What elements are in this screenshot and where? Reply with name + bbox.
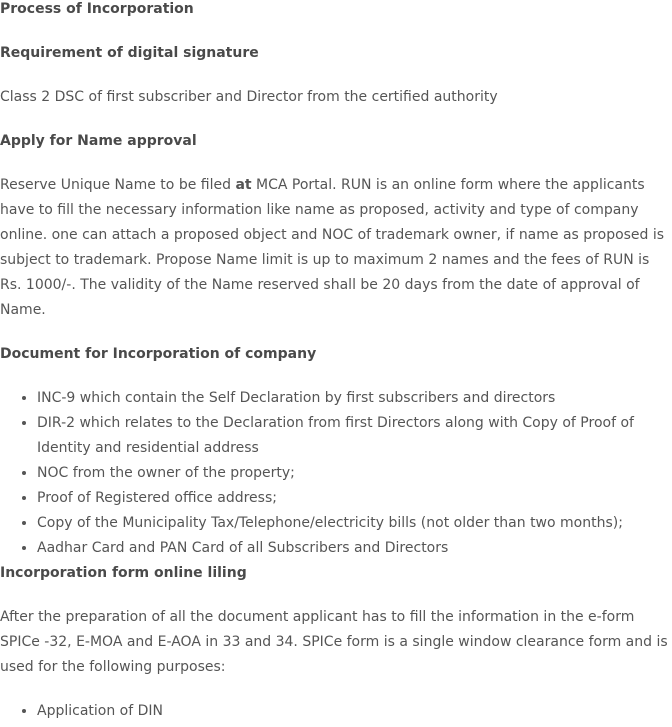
paragraph-bold-text: at bbox=[235, 177, 252, 193]
section-heading-digital-signature: Requirement of digital signature bbox=[0, 45, 259, 61]
list-item: • INC-9 which contain the Self Declaration by first subscribers and directors bbox=[37, 386, 672, 411]
page-title: Process of Incorporation bbox=[0, 1, 194, 17]
list-item: • Copy of the Municipality Tax/Telephone/electricity bills (not older than two months); bbox=[37, 511, 672, 536]
paragraph-text: Reserve Unique Name to be filed bbox=[0, 177, 236, 193]
list-item: • DIR-2 which relates to the Declaration from first Directors along with Copy of Proof of Identity and residential address bbox=[37, 411, 672, 461]
list-item: • Proof of Registered office address; bbox=[37, 486, 672, 511]
purpose-list bbox=[0, 699, 672, 724]
document-list bbox=[0, 386, 672, 561]
list-item: • Aadhar Card and PAN Card of all Subscribers and Directors bbox=[37, 536, 672, 561]
list-item: • NOC from the owner of the property; bbox=[37, 461, 672, 486]
list-item: • Application of DIN bbox=[37, 699, 672, 724]
section-heading-name-approval: Apply for Name approval bbox=[0, 133, 197, 149]
paragraph-online-filing: After the preparation of all the document applicant has to fill the information in the e-form SPICe -32, E-MOA and E-AOA in 33 and 34. SPICe form is a single window clearance form and is used for the following purposes: bbox=[0, 609, 668, 675]
section-heading-online-filing: Incorporation form online liling bbox=[0, 565, 247, 581]
section-heading-documents: Document for Incorporation of company bbox=[0, 346, 317, 362]
paragraph-digital-signature: Class 2 DSC of first subscriber and Director from the certified authority bbox=[0, 89, 498, 105]
paragraph-name-approval bbox=[0, 173, 672, 323]
paragraph-text: MCA Portal. RUN is an online form where the applicants have to fill the necessary information like name as proposed, activity and type of company online. one can attach a proposed object and NOC of trademark owner, if name as proposed is subject to trademark. Propose Name limit is up to maximum 2 names and the fees of RUN is Rs. 1000/-. The validity of the Name reserved shall be 20 days from the date of approval of Name. bbox=[0, 177, 665, 318]
